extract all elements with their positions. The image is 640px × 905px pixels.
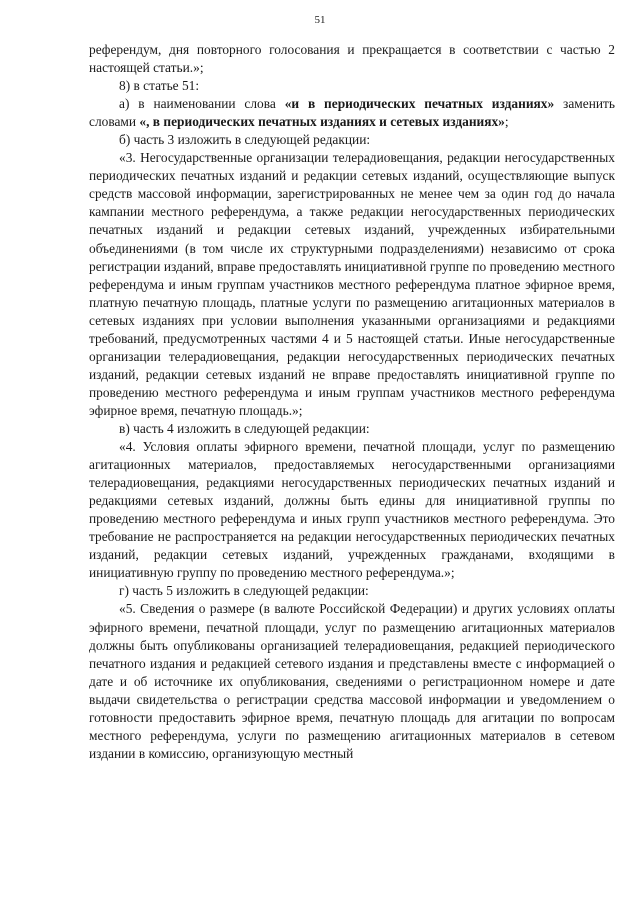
bold-text-segment: «, в периодических печатных изданиях и сетевых изданиях» — [139, 114, 505, 130]
text-segment: в) часть 4 изложить в следующей редакции: — [119, 420, 370, 436]
paragraph — [89, 600, 615, 762]
bold-text-segment: «и в периодических печатных изданиях» — [284, 96, 555, 112]
text-segment: «4. Условия оплаты эфирного времени, печатной площади, услуг по размещению агитационных материалов, предоставляемых негосударственными организациями телерадиовещания, редакциями негосударственных периодических печатных изданий и редакциями сетевых изданий, должны быть едины для инициативной группы по проведению местного референдума и иных групп участников местного референдума. Это требование не распространяется на редакции негосударственных периодических печатных изданий, редакции сетевых изданий, учрежденных гражданами, входящими в инициативную группу по проведению местного референдума.»; — [89, 439, 615, 581]
text-segment: г) часть 5 изложить в следующей редакции: — [119, 583, 369, 599]
document-body — [89, 41, 615, 763]
text-segment: «3. Негосударственные организации телерадиовещания, редакции негосударственных периодических печатных изданий и редакции сетевых изданий, осуществляющие выпуск средств массовой информации, зарегистрированных не менее чем за один год до начала кампании местного референдума, а также редакции негосударственных периодических печатных изданий и редакции сетевых изданий, учрежденных избирательными объединениями (в том числе их структурными подразделениями) независимо от срока регистрации изданий, вправе предоставлять инициативной группе по проведению местного референдума и иным группам участников местного референдума платное эфирное время, платную печатную площадь, платные услуги по размещению агитационных материалов в сетевых изданиях при условии выполнения указанными организациями и редакциями требований, предусмотренных частями 4 и 5 настоящей статьи. Иные негосударственные организации телерадиовещания, редакции негосударственных периодических печатных изданий, редакции сетевых изданий не вправе предоставлять инициативной группе по проведению местного референдума и иным группам участников местного референдума эфирное время, печатную площадь.»; — [89, 150, 615, 418]
paragraph — [89, 41, 615, 77]
paragraph — [89, 582, 615, 600]
paragraph — [89, 131, 615, 149]
text-segment: ; — [504, 114, 509, 130]
text-segment: б) часть 3 изложить в следующей редакции: — [119, 132, 371, 148]
text-segment: референдум, дня повторного голосования и прекращается в соответствии с частью 2 настоящей статьи.»; — [89, 42, 615, 76]
paragraph — [89, 420, 615, 438]
text-segment: заменить словами — [89, 96, 615, 130]
text-segment: а) в наименовании слова — [119, 96, 285, 112]
paragraph — [89, 438, 615, 582]
text-segment: «5. Сведения о размере (в валюте Российской Федерации) и других условиях оплаты эфирного времени, печатной площади, услуг по размещению агитационных материалов должны быть опубликованы организацией телерадиовещания, редакцией периодического печатного издания и редакцией сетевого издания и представлены вместе с информацией о дате и об источнике их опубликования, сведениями о регистрационном номере и дате выдачи свидетельства о регистрации средства массовой информации и уведомлением о готовности предоставить эфирное время, печатную площадь для агитации по вопросам местного референдума, услуги по размещению агитационных материалов в сетевом издании в комиссию, организующую местный — [89, 601, 615, 761]
paragraph — [89, 149, 615, 420]
paragraph — [89, 95, 615, 131]
text-segment: 8) в статье 51: — [119, 78, 200, 94]
paragraph — [89, 77, 615, 95]
page-number: 51 — [314, 14, 326, 26]
